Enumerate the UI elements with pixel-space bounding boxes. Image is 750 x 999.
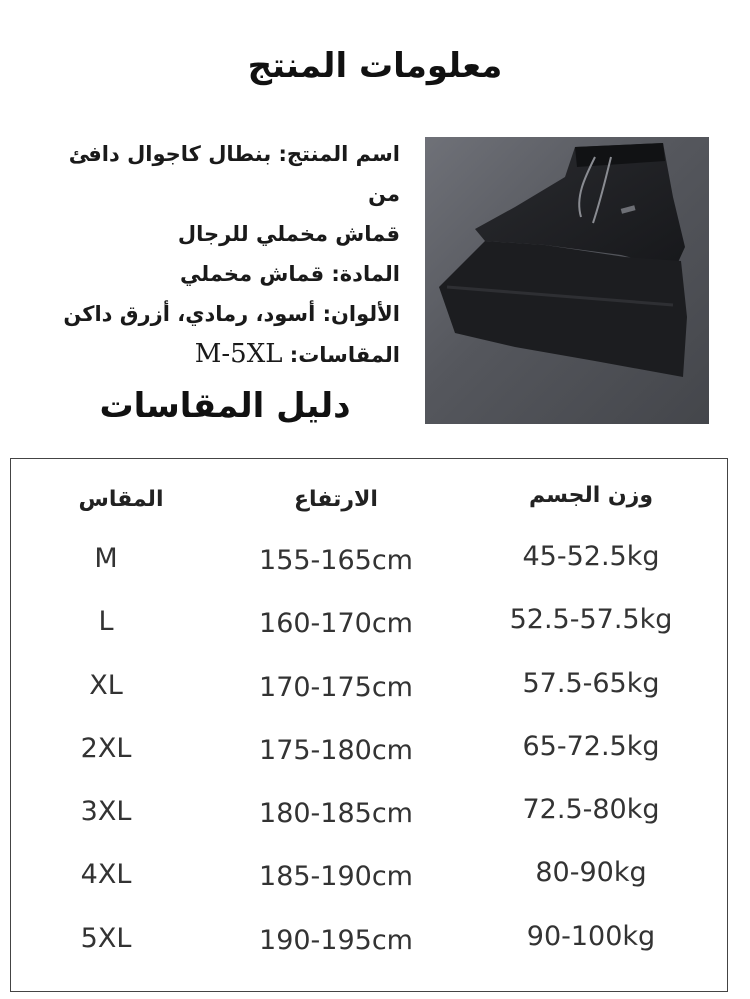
row-weight: 52.5-57.5kg — [509, 604, 673, 635]
sizes-label: المقاسات: — [289, 343, 400, 367]
product-sizes — [30, 334, 400, 375]
sizes-value: M-5XL — [194, 339, 283, 369]
row-weight: 72.5-80kg — [522, 794, 660, 825]
row-height: 190-195cm — [259, 925, 413, 956]
row-height: 175-180cm — [259, 735, 413, 766]
product-colors: الألوان: أسود، رمادي، أزرق داكن — [63, 302, 400, 326]
row-size: XL — [89, 670, 123, 701]
row-weight: 45-52.5kg — [522, 541, 660, 572]
size-guide-title: دليل المقاسات — [99, 386, 351, 426]
row-weight: 90-100kg — [526, 921, 656, 952]
product-name-line-1: اسم المنتج: بنطال كاجوال دافئ من — [68, 142, 400, 206]
product-info — [30, 134, 400, 375]
row-height: 170-175cm — [259, 672, 413, 703]
product-photo — [425, 137, 709, 424]
row-height: 160-170cm — [259, 608, 413, 639]
row-size: L — [98, 606, 114, 637]
size-table — [10, 458, 728, 992]
row-size: 2XL — [80, 733, 132, 764]
row-weight: 57.5-65kg — [522, 668, 660, 699]
header-weight: وزن الجسم — [528, 483, 654, 508]
page-title: معلومات المنتج — [247, 46, 503, 86]
product-material: المادة: قماش مخملي — [180, 262, 400, 286]
header-height: الارتفاع — [294, 487, 378, 512]
row-weight: 80-90kg — [535, 857, 647, 888]
row-size: 3XL — [80, 796, 132, 827]
row-height: 180-185cm — [259, 798, 413, 829]
header-size: المقاس — [78, 487, 164, 512]
row-height: 155-165cm — [259, 545, 413, 576]
row-size: 4XL — [80, 859, 132, 890]
pants-illustration — [425, 137, 709, 424]
row-weight: 65-72.5kg — [522, 731, 660, 762]
row-size: 5XL — [80, 923, 132, 954]
row-height: 185-190cm — [259, 861, 413, 892]
row-size: M — [94, 543, 118, 574]
product-name-line-2: قماش مخملي للرجال — [177, 222, 400, 246]
